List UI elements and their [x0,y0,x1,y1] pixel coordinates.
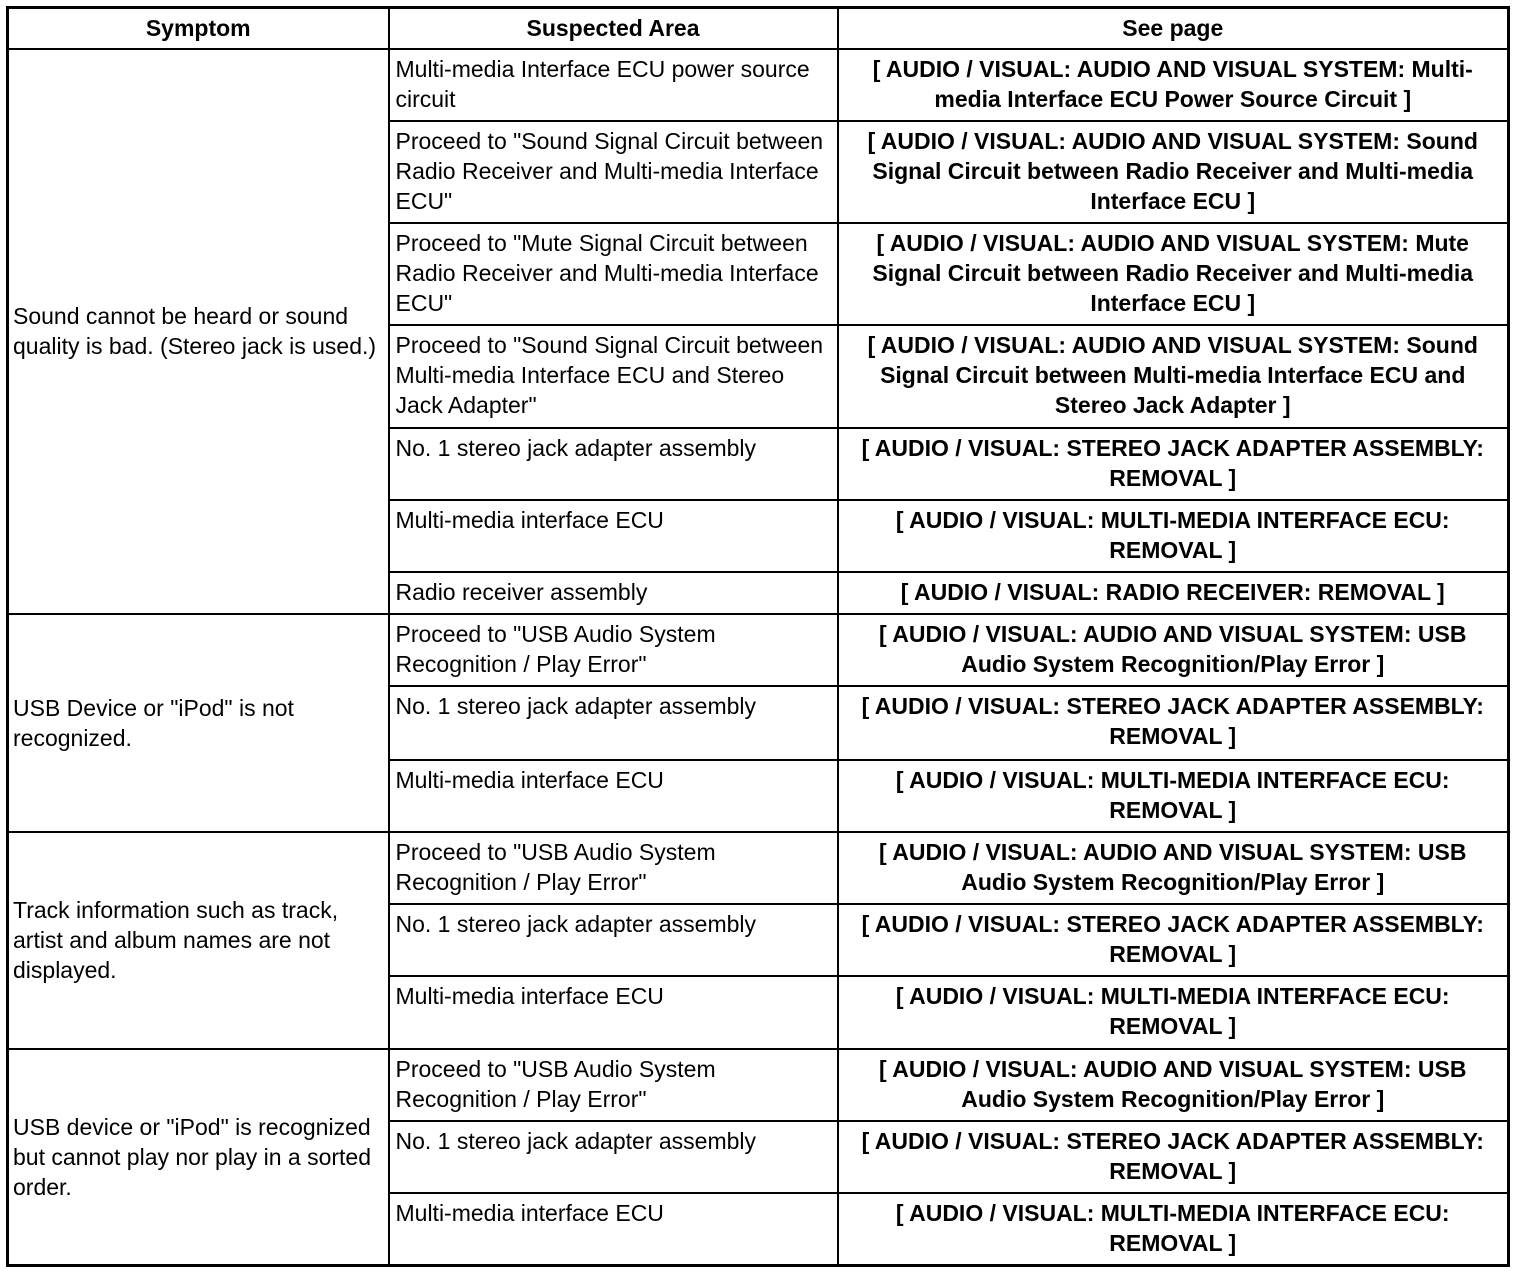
see-page-link[interactable]: [ AUDIO / VISUAL: MULTI-MEDIA INTERFACE ECU: REMOVAL ] [838,976,1509,1049]
see-page-link[interactable]: [ AUDIO / VISUAL: STEREO JACK ADAPTER ASSEMBLY: REMOVAL ] [838,1121,1509,1193]
see-page-link[interactable]: [ AUDIO / VISUAL: AUDIO AND VISUAL SYSTEM: USB Audio System Recognition/Play Error ] [838,1049,1509,1121]
troubleshooting-table [6,6,1510,1267]
see-page-link[interactable]: [ AUDIO / VISUAL: MULTI-MEDIA INTERFACE ECU: REMOVAL ] [838,760,1509,832]
header-suspected-area: Suspected Area [389,8,838,49]
see-page-link[interactable]: [ AUDIO / VISUAL: AUDIO AND VISUAL SYSTEM: Mute Signal Circuit between Radio Receiver and Multi-media Interface ECU ] [838,223,1509,325]
symptom-cell: Track information such as track, artist and album names are not displayed. [8,832,389,1049]
table-row [8,1049,1509,1121]
suspected-area-cell: Proceed to "USB Audio System Recognition / Play Error" [389,1049,838,1121]
header-symptom: Symptom [8,8,389,49]
see-page-link[interactable]: [ AUDIO / VISUAL: AUDIO AND VISUAL SYSTEM: USB Audio System Recognition/Play Error ] [838,614,1509,686]
suspected-area-cell: Multi-media Interface ECU power source circuit [389,49,838,121]
symptom-cell: USB Device or "iPod" is not recognized. [8,614,389,831]
see-page-link[interactable]: [ AUDIO / VISUAL: STEREO JACK ADAPTER ASSEMBLY: REMOVAL ] [838,686,1509,759]
suspected-area-cell: Multi-media interface ECU [389,500,838,572]
symptom-cell: Sound cannot be heard or sound quality is bad. (Stereo jack is used.) [8,49,389,615]
suspected-area-cell: Multi-media interface ECU [389,760,838,832]
header-see-page: See page [838,8,1509,49]
symptom-cell: USB device or "iPod" is recognized but cannot play nor play in a sorted order. [8,1049,389,1265]
suspected-area-cell: Proceed to "Mute Signal Circuit between Radio Receiver and Multi-media Interface ECU" [389,223,838,325]
table-row [8,832,1509,904]
suspected-area-cell: Radio receiver assembly [389,572,838,614]
suspected-area-cell: Multi-media interface ECU [389,1193,838,1265]
suspected-area-cell: No. 1 stereo jack adapter assembly [389,686,838,759]
table-row [8,614,1509,686]
see-page-link[interactable]: [ AUDIO / VISUAL: AUDIO AND VISUAL SYSTEM: Sound Signal Circuit between Radio Receiver and Multi-media Interface ECU ] [838,121,1509,223]
table-row [8,49,1509,121]
header-row [8,8,1509,49]
see-page-link[interactable]: [ AUDIO / VISUAL: MULTI-MEDIA INTERFACE ECU: REMOVAL ] [838,500,1509,572]
see-page-link[interactable]: [ AUDIO / VISUAL: AUDIO AND VISUAL SYSTEM: Sound Signal Circuit between Multi-media Interface ECU and Stereo Jack Adapter ] [838,325,1509,428]
suspected-area-cell: Proceed to "Sound Signal Circuit between Radio Receiver and Multi-media Interface ECU" [389,121,838,223]
suspected-area-cell: No. 1 stereo jack adapter assembly [389,1121,838,1193]
suspected-area-cell: Proceed to "USB Audio System Recognition / Play Error" [389,832,838,904]
see-page-link[interactable]: [ AUDIO / VISUAL: AUDIO AND VISUAL SYSTEM: USB Audio System Recognition/Play Error ] [838,832,1509,904]
see-page-link[interactable]: [ AUDIO / VISUAL: RADIO RECEIVER: REMOVAL ] [838,572,1509,614]
suspected-area-cell: No. 1 stereo jack adapter assembly [389,904,838,976]
see-page-link[interactable]: [ AUDIO / VISUAL: STEREO JACK ADAPTER ASSEMBLY: REMOVAL ] [838,428,1509,500]
suspected-area-cell: Proceed to "Sound Signal Circuit between Multi-media Interface ECU and Stereo Jack Adapter" [389,325,838,428]
see-page-link[interactable]: [ AUDIO / VISUAL: MULTI-MEDIA INTERFACE ECU: REMOVAL ] [838,1193,1509,1265]
suspected-area-cell: Multi-media interface ECU [389,976,838,1049]
see-page-link[interactable]: [ AUDIO / VISUAL: AUDIO AND VISUAL SYSTEM: Multi-media Interface ECU Power Source Circuit ] [838,49,1509,121]
suspected-area-cell: No. 1 stereo jack adapter assembly [389,428,838,500]
suspected-area-cell: Proceed to "USB Audio System Recognition / Play Error" [389,614,838,686]
see-page-link[interactable]: [ AUDIO / VISUAL: STEREO JACK ADAPTER ASSEMBLY: REMOVAL ] [838,904,1509,976]
